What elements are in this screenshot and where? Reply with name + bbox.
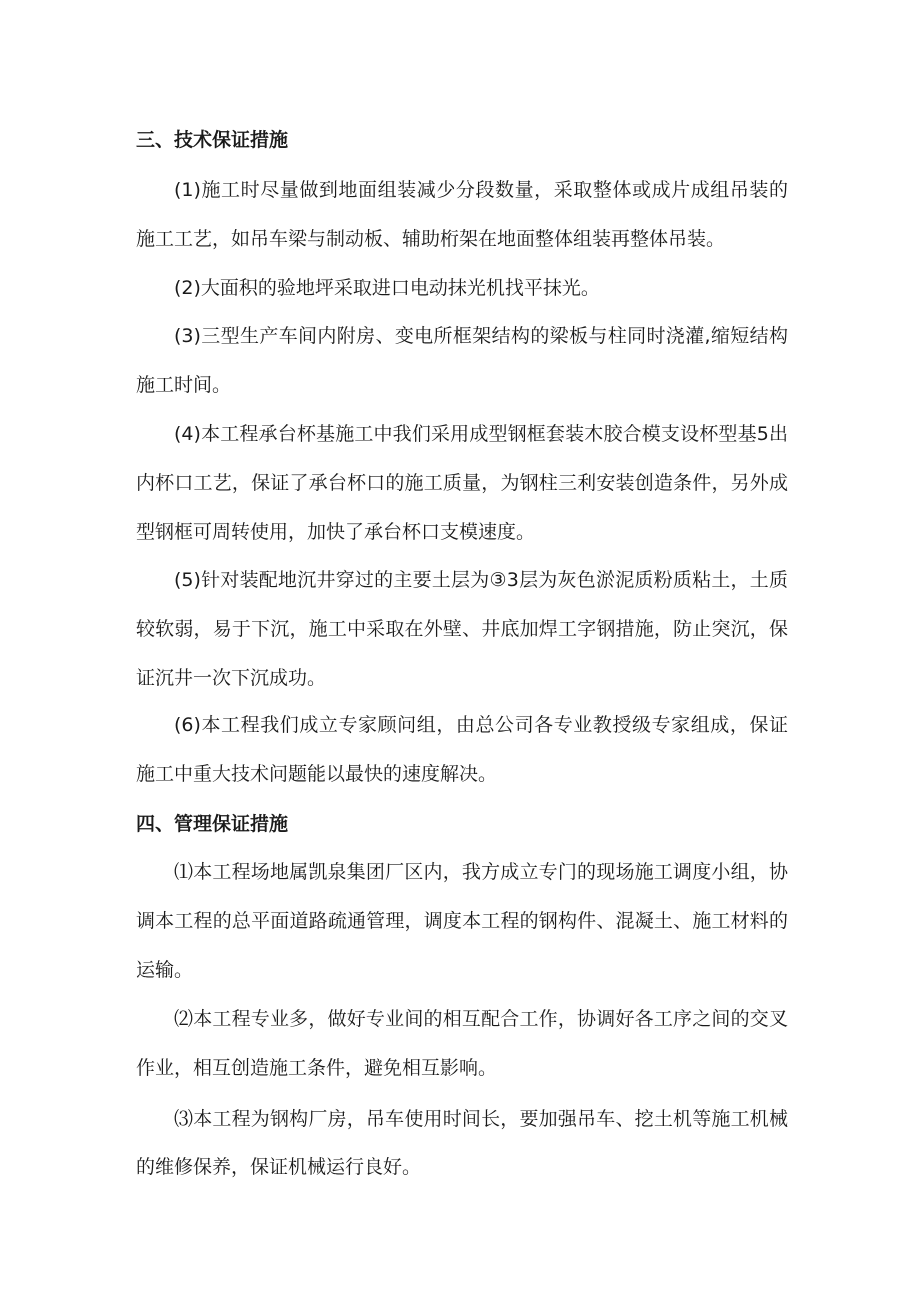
paragraph-management-1: ⑴本工程场地属凯泉集团厂区内，我方成立专门的现场施工调度小组，协调本工程的总平面道路疏通管理，调度本工程的钢构件、混凝土、施工材料的运输。 [136,861,788,981]
paragraph-management-2: ⑵本工程专业多，做好专业间的相互配合工作，协调好各工序之间的交叉作业，相互创造施工条件，避免相互影响。 [136,1008,788,1079]
section-heading-technical: 三、技术保证措施 [136,129,289,151]
paragraph-technical-6: (6)本工程我们成立专家顾问组，由总公司各专业教授级专家组成，保证施工中重大技术问题能以最快的速度解决。 [136,714,788,785]
paragraph-technical-5: (5)针对装配地沉井穿过的主要土层为③3层为灰色淤泥质粉质粘土，土质较软弱，易于下沉，施工中采取在外壁、井底加焊工字钢措施，防止突沉，保证沉井一次下沉成功。 [136,569,788,689]
paragraph-management-3: ⑶本工程为钢构厂房，吊车使用时间长，要加强吊车、挖土机等施工机械的维修保养，保证机械运行良好。 [136,1108,788,1178]
paragraph-technical-1: (1)施工时尽量做到地面组装减少分段数量，采取整体或成片成组吊装的施工工艺，如吊车梁与制动板、辅助桁架在地面整体组装再整体吊装。 [136,179,788,250]
paragraph-technical-2: (2)大面积的验地坪采取进口电动抹光机找平抹光。 [174,277,600,299]
section-heading-management: 四、管理保证措施 [136,813,289,835]
paragraph-technical-4: (4)本工程承台杯基施工中我们采用成型钢框套装木胶合模支设杯型基5出内杯口工艺，保证了承台杯口的施工质量，为钢柱三利安装创造条件，另外成型钢框可周转使用，加快了承台杯口支模速度。 [136,423,788,543]
paragraph-technical-3: (3)三型生产车间内附房、变电所框架结构的梁板与柱同时浇灌,缩短结构施工时间。 [136,325,788,396]
